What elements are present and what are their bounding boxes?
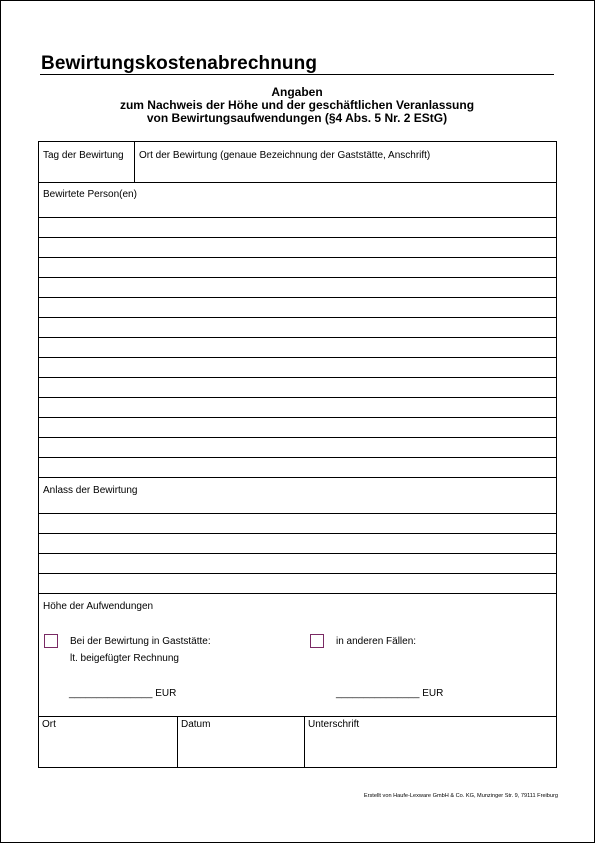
occasion-label: Anlass der Bewirtung [43, 485, 138, 496]
occasion-line[interactable] [39, 513, 556, 514]
restaurant-checkbox[interactable] [44, 634, 58, 648]
date-label: Datum [181, 719, 211, 730]
amount-field-restaurant[interactable]: _______________ EUR [69, 688, 177, 699]
subtitle-line-1: Angaben [271, 85, 323, 99]
city-date-divider [177, 716, 178, 767]
person-line[interactable] [39, 337, 556, 338]
option-other-label: in anderen Fällen: [336, 636, 417, 647]
day-place-divider [134, 142, 135, 182]
title-underline [40, 74, 554, 75]
person-line[interactable] [39, 457, 556, 458]
section-divider [39, 593, 556, 594]
option-restaurant-label: Bei der Bewirtung in Gaststätte: [70, 636, 211, 647]
city-label: Ort [42, 719, 56, 730]
other-checkbox[interactable] [310, 634, 324, 648]
section-divider [39, 716, 556, 717]
occasion-line[interactable] [39, 533, 556, 534]
person-line[interactable] [39, 217, 556, 218]
persons-label: Bewirtete Person(en) [43, 189, 137, 200]
person-line[interactable] [39, 417, 556, 418]
person-line[interactable] [39, 297, 556, 298]
amount-field-other[interactable]: _______________ EUR [336, 688, 444, 699]
person-line[interactable] [39, 237, 556, 238]
form-box [38, 141, 557, 768]
person-line[interactable] [39, 377, 556, 378]
row-divider [39, 182, 556, 183]
day-label: Tag der Bewirtung [43, 150, 124, 161]
option-restaurant-note: lt. beigefügter Rechnung [70, 653, 179, 664]
date-signature-divider [304, 716, 305, 767]
occasion-line[interactable] [39, 553, 556, 554]
subtitle-line-3: von Bewirtungsaufwendungen (§4 Abs. 5 Nr. 2 EStG) [146, 111, 448, 125]
occasion-line[interactable] [39, 573, 556, 574]
person-line[interactable] [39, 277, 556, 278]
person-line[interactable] [39, 357, 556, 358]
subtitle-line-2: zum Nachweis der Höhe und der geschäftlichen Veranlassung [119, 98, 475, 112]
document-title: Bewirtungskostenabrechnung [41, 53, 318, 74]
person-line[interactable] [39, 257, 556, 258]
amount-label: Höhe der Aufwendungen [43, 601, 154, 612]
place-label: Ort der Bewirtung (genaue Bezeichnung der Gaststätte, Anschrift) [139, 150, 431, 161]
footer-credit: Erstellt von Haufe-Lexware GmbH & Co. KG, Munzinger Str. 9, 79111 Freiburg [363, 793, 558, 799]
person-line[interactable] [39, 437, 556, 438]
signature-label: Unterschrift [308, 719, 360, 730]
section-divider [39, 477, 556, 478]
person-line[interactable] [39, 397, 556, 398]
person-line[interactable] [39, 317, 556, 318]
